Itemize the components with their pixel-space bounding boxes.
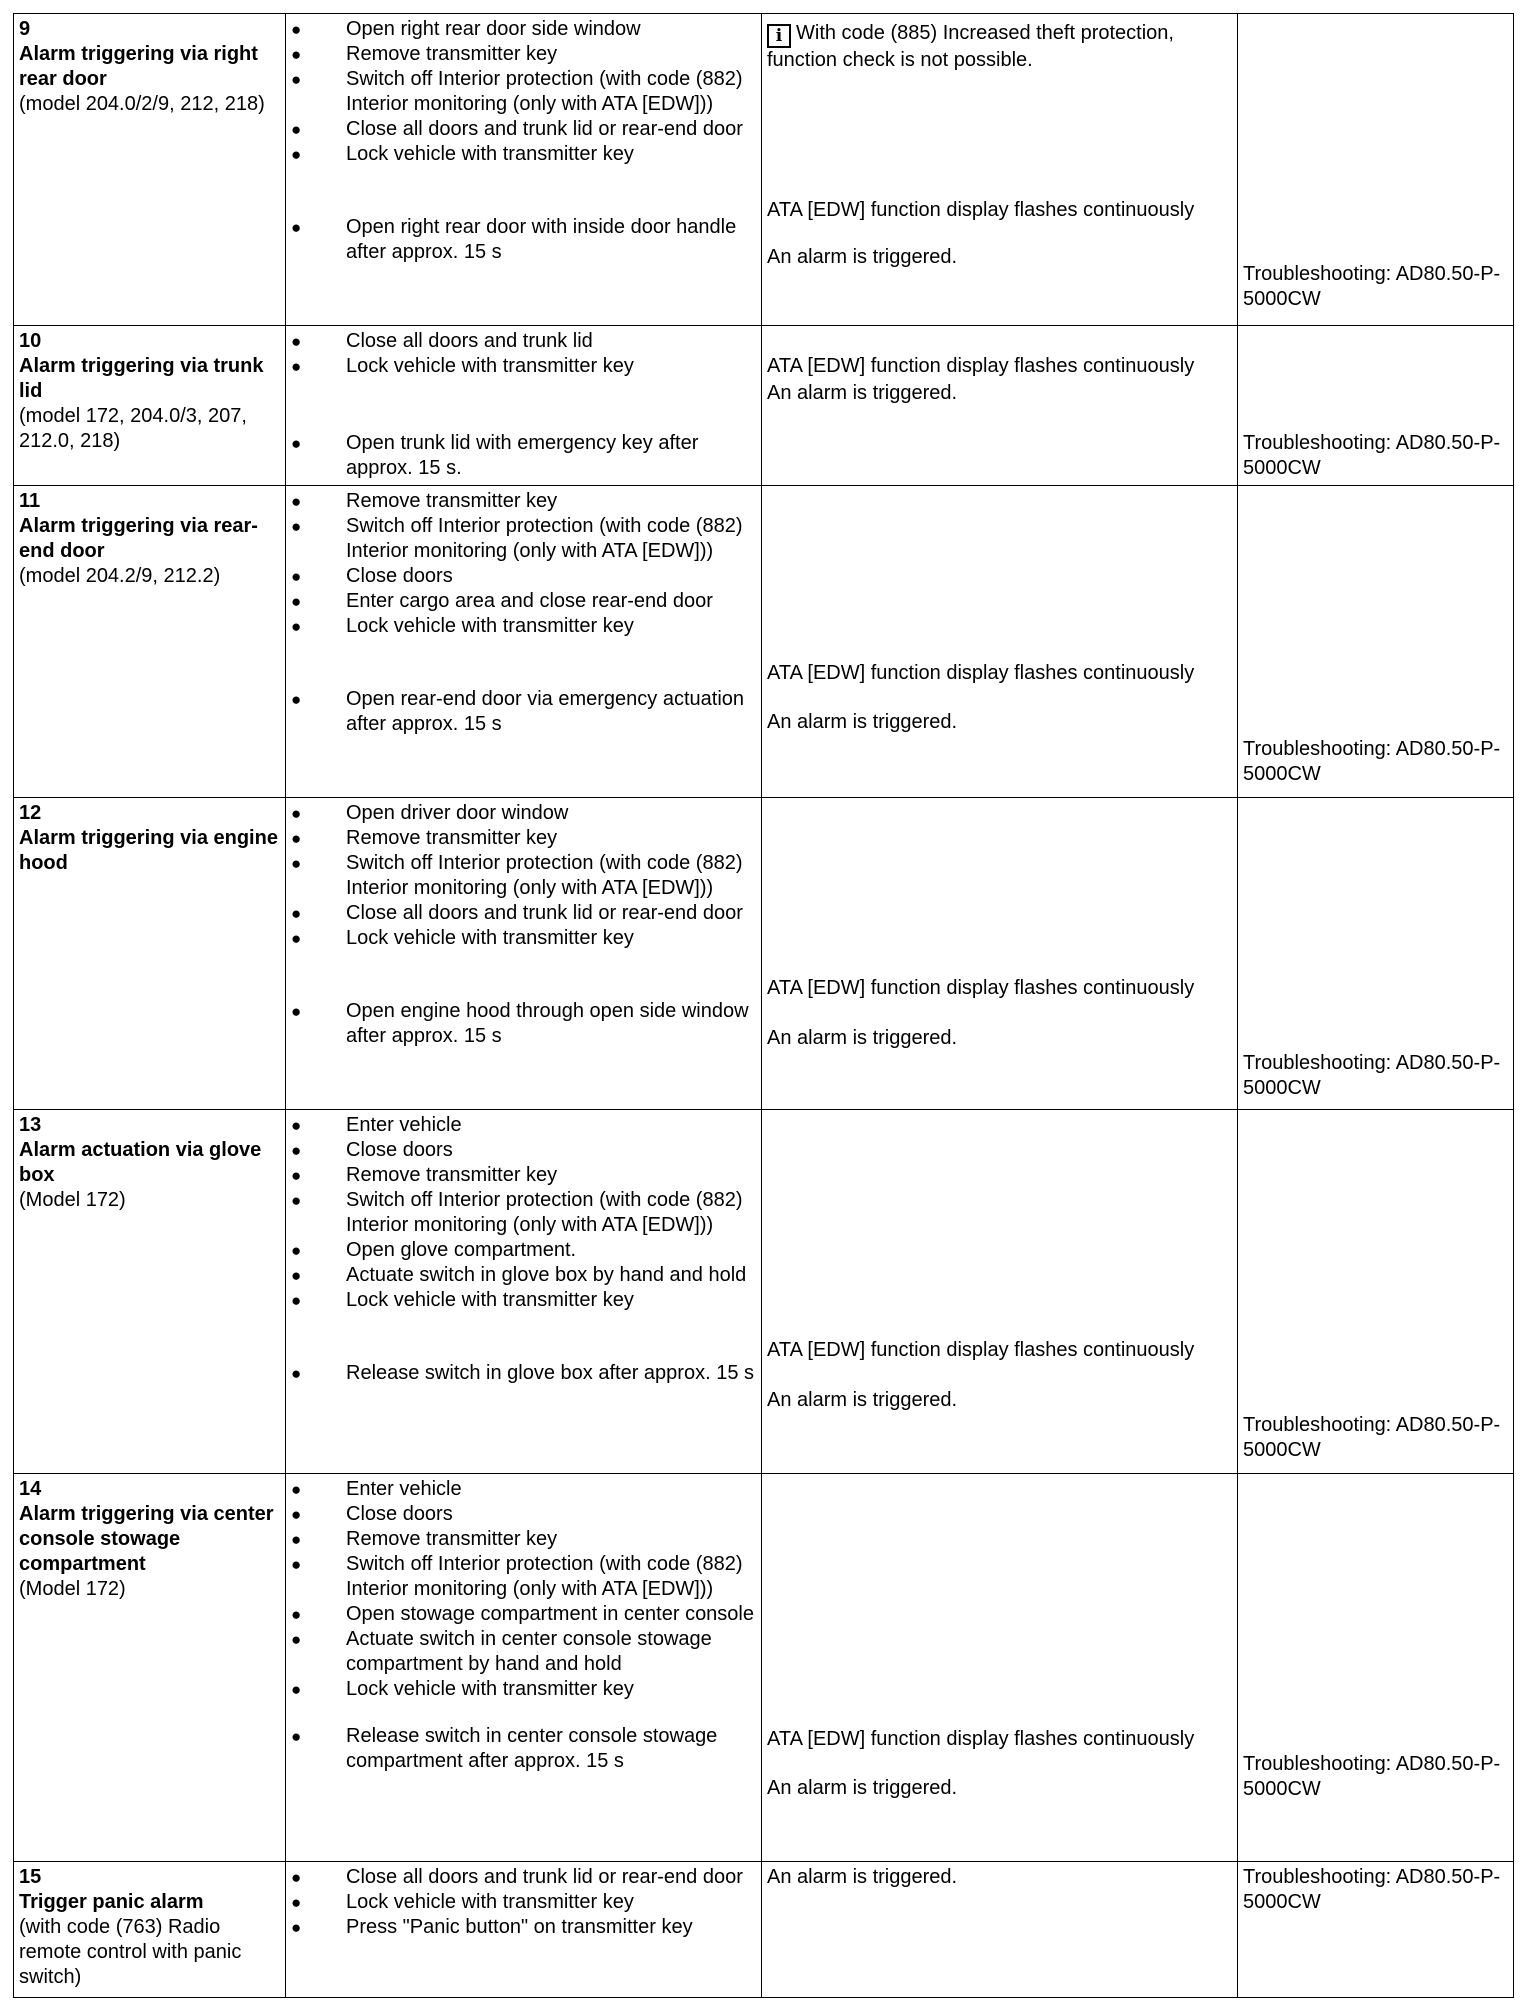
result-cell (762, 486, 1238, 798)
bullet-icon: ● (291, 1505, 302, 1524)
step-title: Trigger panic alarm (19, 1891, 204, 1913)
step-cell (14, 1474, 286, 1862)
table-row (14, 1862, 1514, 1998)
bullet-icon: ● (291, 218, 302, 237)
bullet-icon: ● (291, 1266, 302, 1285)
bullet-icon: ● (291, 904, 302, 923)
bullet-icon: ● (291, 1605, 302, 1624)
step-title: Alarm triggering via trunk lid (19, 355, 264, 402)
info-note: i With code (885) Increased theft protection, function check is not possible. (767, 22, 1174, 71)
result-text: An alarm is triggered. (767, 1866, 958, 1888)
step-cell (14, 1862, 286, 1998)
step-model: (with code (763) Radio remote control with panic switch) (19, 1916, 242, 1988)
step-cell (14, 326, 286, 486)
table-row (14, 14, 1514, 326)
result-cell (762, 326, 1238, 486)
step-model: (model 204.2/9, 212.2) (19, 565, 221, 587)
remedy-cell (1238, 1474, 1514, 1862)
step-model: (model 172, 204.0/3, 207, 212.0, 218) (19, 405, 247, 452)
action-item: ● Actuate switch in center console stowage compartment by hand and hold (291, 1628, 712, 1675)
action-item: ● Lock vehicle with transmitter key (291, 927, 634, 949)
action-item: ● Open right rear door with inside door handle after approx. 15 s (291, 216, 737, 263)
result-text: An alarm is triggered. (767, 711, 958, 733)
table-row (14, 798, 1514, 1110)
troubleshooting-text: Troubleshooting: AD80.50-P-5000CW (1243, 432, 1501, 479)
step-number: 14 (19, 1478, 42, 1500)
result-text: An alarm is triggered. (767, 246, 958, 268)
bullet-icon: ● (291, 332, 302, 351)
result-text: ATA [EDW] function display flashes continuously (767, 1728, 1195, 1750)
actions-cell (286, 326, 762, 486)
step-number: 9 (19, 18, 31, 40)
remedy-cell (1238, 1862, 1514, 1998)
actions-cell (286, 798, 762, 1110)
bullet-icon: ● (291, 357, 302, 376)
step-title: Alarm triggering via right rear door (19, 43, 258, 90)
action-item: ● Release switch in glove box after approx. 15 s (291, 1362, 754, 1384)
action-item: ● Lock vehicle with transmitter key (291, 1678, 634, 1700)
bullet-icon: ● (291, 517, 302, 536)
troubleshooting-text: Troubleshooting: AD80.50-P-5000CW (1243, 738, 1501, 785)
result-cell (762, 1110, 1238, 1474)
bullet-icon: ● (291, 929, 302, 948)
bullet-icon: ● (291, 1680, 302, 1699)
step-title: Alarm triggering via rear-end door (19, 515, 258, 562)
result-text: ATA [EDW] function display flashes continuously (767, 662, 1195, 684)
action-item: ● Switch off Interior protection (with code (882) Interior monitoring (only with ATA [EDW])) (291, 1553, 743, 1600)
actions-cell (286, 486, 762, 798)
remedy-cell (1238, 486, 1514, 798)
troubleshooting-text: Troubleshooting: AD80.50-P-5000CW (1243, 1753, 1501, 1800)
action-item: ● Open engine hood through open side window after approx. 15 s (291, 1000, 749, 1047)
troubleshooting-text: Troubleshooting: AD80.50-P-5000CW (1243, 1414, 1501, 1461)
troubleshooting-text: Troubleshooting: AD80.50-P-5000CW (1243, 263, 1501, 310)
result-text: ATA [EDW] function display flashes continuously (767, 355, 1195, 377)
remedy-cell (1238, 326, 1514, 486)
action-item: ● Lock vehicle with transmitter key (291, 1891, 634, 1913)
action-item: ● Remove transmitter key (291, 490, 558, 512)
action-item: ● Close doors (291, 565, 453, 587)
action-item: ● Remove transmitter key (291, 43, 558, 65)
result-text: ATA [EDW] function display flashes continuously (767, 1339, 1195, 1361)
table-row (14, 486, 1514, 798)
bullet-icon: ● (291, 1166, 302, 1185)
step-cell (14, 798, 286, 1110)
action-item: ● Close doors (291, 1503, 453, 1525)
bullet-icon: ● (291, 804, 302, 823)
bullet-icon: ● (291, 1555, 302, 1574)
result-cell (762, 798, 1238, 1110)
bullet-icon: ● (291, 854, 302, 873)
bullet-icon: ● (291, 1727, 302, 1746)
action-item: ● Enter vehicle (291, 1478, 462, 1500)
action-item: ● Open rear-end door via emergency actuation after approx. 15 s (291, 688, 745, 735)
bullet-icon: ● (291, 690, 302, 709)
action-item: ● Close all doors and trunk lid or rear-end door (291, 1866, 743, 1888)
action-item: ● Open right rear door side window (291, 18, 641, 40)
bullet-icon: ● (291, 1241, 302, 1260)
action-item: ● Open trunk lid with emergency key after approx. 15 s. (291, 432, 699, 479)
action-item: ● Actuate switch in glove box by hand and hold (291, 1264, 747, 1286)
step-number: 13 (19, 1114, 42, 1136)
step-number: 12 (19, 802, 42, 824)
bullet-icon: ● (291, 1364, 302, 1383)
action-item: ● Remove transmitter key (291, 827, 558, 849)
remedy-cell (1238, 14, 1514, 326)
remedy-cell (1238, 798, 1514, 1110)
actions-cell (286, 1110, 762, 1474)
bullet-icon: ● (291, 145, 302, 164)
bullet-icon: ● (291, 70, 302, 89)
bullet-icon: ● (291, 1480, 302, 1499)
bullet-icon: ● (291, 592, 302, 611)
step-title: Alarm actuation via glove box (19, 1139, 262, 1186)
result-cell (762, 14, 1238, 326)
action-item: ● Lock vehicle with transmitter key (291, 355, 634, 377)
step-number: 11 (19, 490, 41, 512)
step-number: 15 (19, 1866, 42, 1888)
troubleshooting-text: Troubleshooting: AD80.50-P-5000CW (1243, 1052, 1501, 1099)
action-item: ● Press "Panic button" on transmitter key (291, 1916, 693, 1938)
action-item: ● Switch off Interior protection (with code (882) Interior monitoring (only with ATA [EDW])) (291, 1189, 743, 1236)
bullet-icon: ● (291, 1893, 302, 1912)
bullet-icon: ● (291, 1002, 302, 1021)
info-icon: i (767, 24, 791, 48)
table-row (14, 326, 1514, 486)
bullet-icon: ● (291, 20, 302, 39)
step-number: 10 (19, 330, 42, 352)
actions-cell (286, 1474, 762, 1862)
action-item: ● Lock vehicle with transmitter key (291, 1289, 634, 1311)
bullet-icon: ● (291, 492, 302, 511)
bullet-icon: ● (291, 1191, 302, 1210)
actions-cell (286, 1862, 762, 1998)
action-item: ● Close all doors and trunk lid or rear-end door (291, 902, 743, 924)
bullet-icon: ● (291, 617, 302, 636)
table-row (14, 1110, 1514, 1474)
step-title: Alarm triggering via engine hood (19, 827, 278, 874)
result-cell (762, 1474, 1238, 1862)
action-item: ● Remove transmitter key (291, 1164, 558, 1186)
action-item: ● Enter cargo area and close rear-end door (291, 590, 713, 612)
step-model: (Model 172) (19, 1578, 126, 1600)
step-cell (14, 486, 286, 798)
action-item: ● Switch off Interior protection (with code (882) Interior monitoring (only with ATA [EDW])) (291, 68, 743, 115)
result-text: ATA [EDW] function display flashes continuously (767, 977, 1195, 999)
action-item: ● Switch off Interior protection (with code (882) Interior monitoring (only with ATA [EDW])) (291, 515, 743, 562)
actions-cell (286, 14, 762, 326)
result-text: An alarm is triggered. (767, 1777, 958, 1799)
troubleshooting-text: Troubleshooting: AD80.50-P-5000CW (1243, 1866, 1501, 1913)
bullet-icon: ● (291, 1868, 302, 1887)
result-text: ATA [EDW] function display flashes continuously (767, 199, 1195, 221)
step-cell (14, 1110, 286, 1474)
step-model: (Model 172) (19, 1189, 126, 1211)
action-item: ● Close all doors and trunk lid or rear-end door (291, 118, 743, 140)
result-cell (762, 1862, 1238, 1998)
action-item: ● Open stowage compartment in center console (291, 1603, 754, 1625)
remedy-cell (1238, 1110, 1514, 1474)
action-item: ● Switch off Interior protection (with code (882) Interior monitoring (only with ATA [EDW])) (291, 852, 743, 899)
action-item: ● Remove transmitter key (291, 1528, 558, 1550)
table-row (14, 1474, 1514, 1862)
test-procedure-table (13, 13, 1514, 1998)
action-item: ● Release switch in center console stowage compartment after approx. 15 s (291, 1725, 718, 1772)
action-item: ● Close doors (291, 1139, 453, 1161)
result-text: An alarm is triggered. (767, 1389, 958, 1411)
step-title: Alarm triggering via center console stowage compartment (19, 1503, 274, 1575)
action-item: ● Open driver door window (291, 802, 569, 824)
bullet-icon: ● (291, 1141, 302, 1160)
action-item: ● Enter vehicle (291, 1114, 462, 1136)
bullet-icon: ● (291, 567, 302, 586)
bullet-icon: ● (291, 120, 302, 139)
bullet-icon: ● (291, 45, 302, 64)
step-model: (model 204.0/2/9, 212, 218) (19, 93, 265, 115)
bullet-icon: ● (291, 1918, 302, 1937)
action-item: ● Lock vehicle with transmitter key (291, 615, 634, 637)
bullet-icon: ● (291, 1530, 302, 1549)
bullet-icon: ● (291, 829, 302, 848)
step-cell (14, 14, 286, 326)
action-item: ● Lock vehicle with transmitter key (291, 143, 634, 165)
bullet-icon: ● (291, 1630, 302, 1649)
action-item: ● Open glove compartment. (291, 1239, 577, 1261)
action-item: ● Close all doors and trunk lid (291, 330, 593, 352)
bullet-icon: ● (291, 1291, 302, 1310)
result-text: An alarm is triggered. (767, 382, 958, 404)
bullet-icon: ● (291, 434, 302, 453)
result-text: An alarm is triggered. (767, 1027, 958, 1049)
bullet-icon: ● (291, 1116, 302, 1135)
